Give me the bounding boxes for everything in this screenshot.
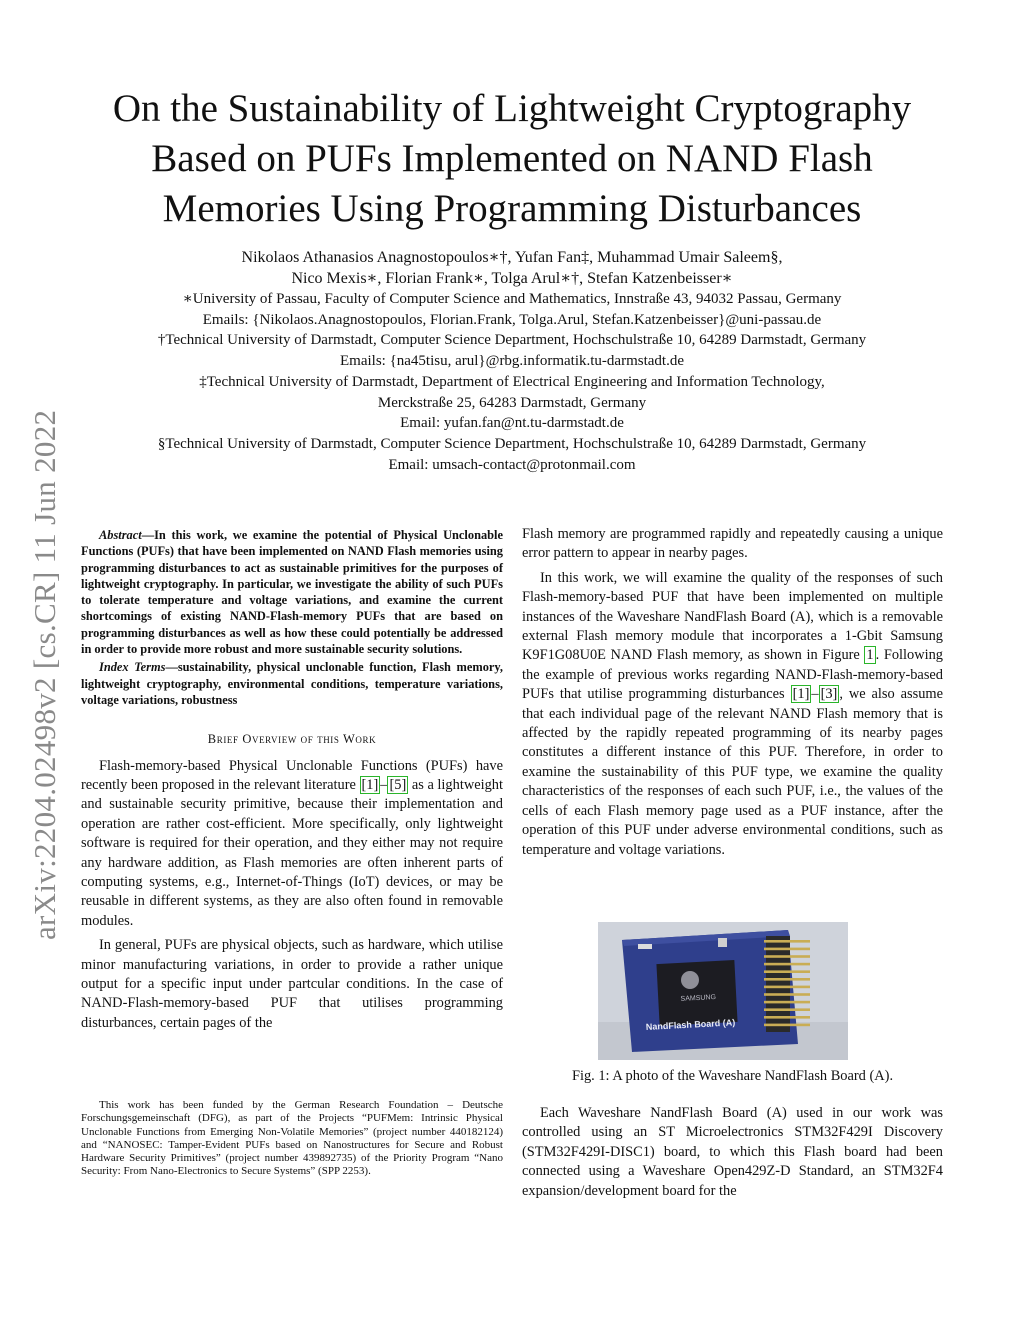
- section-heading: [81, 730, 503, 748]
- chip-logo-text: SAMSUNG: [680, 994, 717, 1003]
- title-line-3: Memories Using Programming Disturbances: [162, 187, 862, 230]
- header-pin: [764, 955, 810, 958]
- paper-title: [60, 84, 964, 234]
- section-heading-text: Brief Overview of this Work: [207, 732, 377, 747]
- affiliation-darmstadt-ee-email: Email: yufan.fan@nt.tu-darmstadt.de: [400, 415, 624, 432]
- figure-caption: Fig. 1: A photo of the Waveshare NandFlash Board (A).: [571, 1068, 894, 1084]
- citation-link-3[interactable]: [3]: [820, 686, 838, 703]
- right-column: [522, 525, 943, 865]
- abstract-text: —In this work, we examine the potential of Physical Unclonable Functions (PUFs) that have been implemented on NAND Flash memories using programming disturbances to act as sustainable primitives for the purposes of lightweight cryptography. In particular, we investigate the ability of such PUFs to tolerate temperature and voltage variations, and examine the current shortcomings of existing NAND-Flash-memory PUFs that are based on programming disturbances as well as how these could potentially be addressed in order to provide more robust and more sustainable security solutions.: [81, 528, 503, 657]
- left-p1-text-b: as a lightweight and sustainable security primitive, because their implementation and operation are rather cost-efficient. More specifically, only lightweight software is required for their operation, and they either may not require any hardware addition, as Flash memories are often inherent parts of computing systems, e.g., Internet-of-Things (IoT) devices, or may be reusable in different systems, as they are also often found in removable modules.: [81, 776, 503, 929]
- header-pin: [764, 940, 810, 943]
- citation-link-1[interactable]: [1]: [361, 776, 379, 793]
- author-names-line-1: Nikolaos Athanasios Anagnostopoulos∗†, Yufan Fan‡, Muhammad Umair Saleem§,: [241, 249, 783, 266]
- header-pin: [764, 948, 810, 951]
- affiliation-darmstadt-cs-2-email: Email: umsach-contact@protonmail.com: [388, 456, 636, 473]
- affiliation-darmstadt-cs-emails: Emails: {na45tisu, arul}@rbg.informatik.tu-darmstadt.de: [340, 353, 684, 370]
- board-led: [638, 944, 652, 949]
- header-pin: [764, 978, 810, 981]
- right-paragraph-2: Each Waveshare NandFlash Board (A) used in our work was controlled using an ST Microelectronics STM32F429I Discovery (STM32F429I-DISC1) board, to which this Flash board had been connected using a Waveshare Open429Z-D Standard, an STM32F4 expansion/development board for the: [522, 1105, 943, 1199]
- abstract-label: Abstract: [99, 528, 142, 542]
- citation-dash: –: [380, 776, 388, 793]
- citation-link-1b[interactable]: [1]: [792, 686, 810, 703]
- affiliation-darmstadt-cs: †Technical University of Darmstadt, Computer Science Department, Hochschulstraße 10, 64289 Darmstadt, Germany: [157, 332, 867, 349]
- citation-dash-2: –: [811, 686, 819, 703]
- arxiv-identifier: arXiv:2204.02498v2 [cs.CR] 11 Jun 2022: [27, 409, 62, 940]
- nandflash-board-photo: [598, 922, 848, 1060]
- right-column-after-figure: [522, 1104, 943, 1201]
- footnote: [81, 1099, 503, 1179]
- right-p1-text-a: In this work, we will examine the quality of the responses of such Flash-memory-based PUF that have been implemented on multiple instances of the Waveshare NandFlash Board (A), which is a removable external Flash memory module that incorporates a 1-Gbit Samsung K9F1G08U0E NAND Flash memory, as shown in Figure: [522, 569, 943, 664]
- board-button: [718, 938, 727, 947]
- header-pin: [764, 1024, 810, 1027]
- board-label: NandFlash Board (A): [645, 1017, 736, 1032]
- index-terms-label: Index Terms: [99, 660, 166, 675]
- abstract: [81, 527, 503, 708]
- affiliation-darmstadt-cs-2: §Technical University of Darmstadt, Computer Science Department, Hochschulstraße 10, 64289 Darmstadt, Germany: [157, 435, 867, 452]
- author-names-line-2: Nico Mexis∗, Florian Frank∗, Tolga Arul∗†, Stefan Katzenbeisser∗: [291, 270, 733, 287]
- left-p1-text-a: Flash-memory-based Physical Unclonable Functions (PUFs) have recently been proposed in the relevant literature: [81, 757, 503, 793]
- title-line-1: On the Sustainability of Lightweight Cryptography: [112, 87, 912, 130]
- header-pin: [764, 1016, 810, 1019]
- affiliation-passau: ∗University of Passau, Faculty of Computer Science and Mathematics, Innstraße 43, 94032 Passau, Germany: [182, 291, 842, 307]
- left-body: [81, 757, 503, 1034]
- right-p1-text-c: , we also assume that each individual page of the relevant NAND Flash memory that is affected by the rapidly repeated programming of its nearby pages constitutes a different instance of this PUF. Therefore, in order to examine the sustainability of this PUF type, we examine the quality characteristics of the responses of each such PUF, i.e., the values of the cells of each Flash memory page used as a PUF instance, after the operation of this PUF under adverse environmental conditions, such as temperature and voltage variations.: [522, 686, 943, 858]
- right-paragraph-0: Flash memory are programmed rapidly and repeatedly causing a unique error pattern to appear in nearby pages.: [522, 526, 943, 562]
- citation-link-5[interactable]: [5]: [389, 776, 407, 793]
- header-pin: [764, 986, 810, 989]
- header-pin: [764, 1001, 810, 1004]
- flash-chip: [656, 960, 737, 1026]
- left-paragraph-1: [81, 757, 503, 932]
- left-column: [81, 527, 503, 1038]
- affiliation-darmstadt-ee-address: Merckstraße 25, 64283 Darmstadt, Germany: [377, 394, 647, 411]
- left-paragraph-2: In general, PUFs are physical objects, such as hardware, which utilise minor manufacturing variations, in order to provide a rather unique output for a specific input under partcular conditions. In the case of NAND-Flash-memory-based PUF that utilises programming disturbances, certain pages of the: [81, 937, 503, 1031]
- author-block: [60, 247, 964, 475]
- affiliation-darmstadt-ee: ‡Technical University of Darmstadt, Department of Electrical Engineering and Information Technology,: [199, 373, 825, 390]
- affiliation-passau-emails: Emails: {Nikolaos.Anagnostopoulos, Florian.Frank, Tolga.Arul, Stefan.Katzenbeisser}@uni-passau.de: [202, 311, 822, 328]
- header-pin: [764, 1008, 810, 1011]
- right-paragraph-1: [522, 569, 943, 860]
- header-pin: [764, 993, 810, 996]
- header-pin: [764, 970, 810, 973]
- figure-ref-link[interactable]: 1: [866, 647, 874, 664]
- right-p1-text-b: . Following the example of previous works regarding NAND-Flash-memory-based PUFs that utilise programming disturbances: [522, 647, 943, 703]
- footnote-text: This work has been funded by the German Research Foundation – Deutsche Forschungsgemeinschaft (DFG), as part of the Projects “PUFMem: Intrinsic Physical Unclonable Functions from Emerging Non-Volatile Memories” (project number 440182124) and “NANOSEC: Tamper-Evident PUFs based on Nanostructures for Secure and Robust Hardware Security Primitives” (project number 439892735) of the Priority Program “Nano Security: From Nano-Electronics to Secure Systems” (SPP 2253).: [81, 1099, 503, 1178]
- chip-logo-mark: [681, 971, 699, 989]
- index-terms-text: —sustainability, physical unclonable function, Flash memory, lightweight cryptography, environmental conditions, temperature variations, voltage variations, robustness: [81, 660, 503, 707]
- header-pin: [764, 963, 810, 966]
- title-line-2: Based on PUFs Implemented on NAND Flash: [151, 137, 873, 180]
